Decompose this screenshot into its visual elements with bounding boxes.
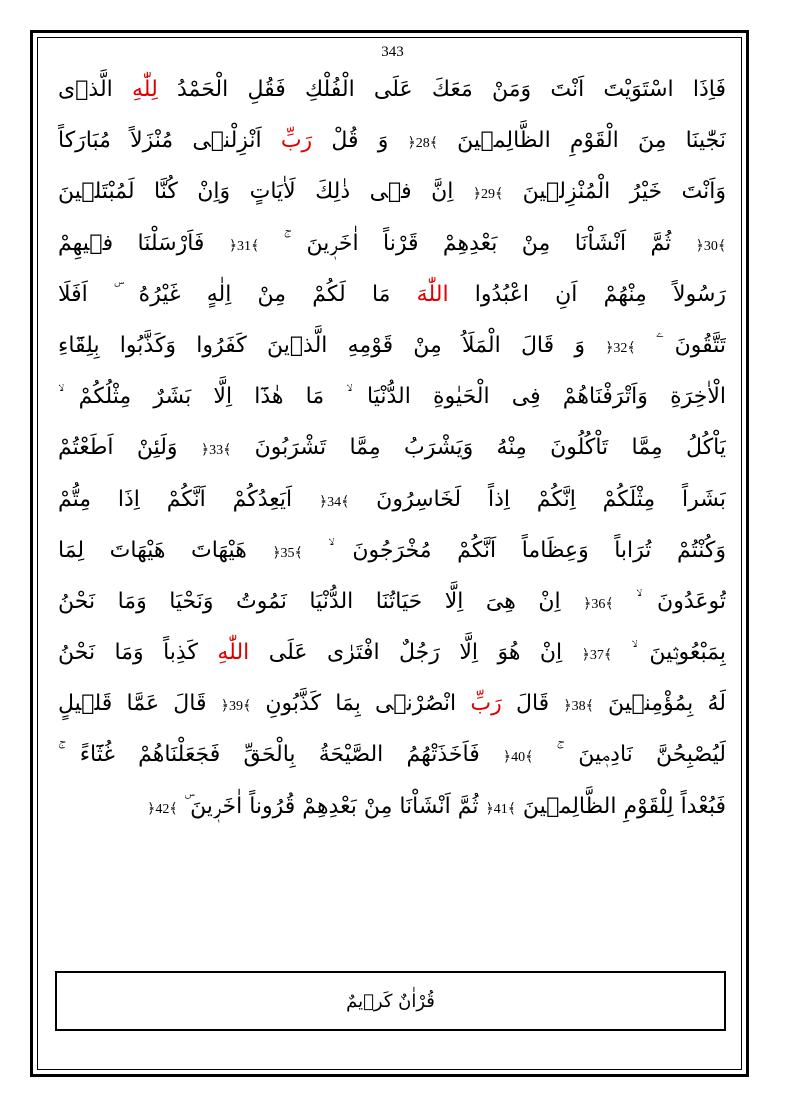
verse-number-marker: ﴿36﴾ <box>583 596 614 612</box>
verse-text: نَجّٰينَا مِنَ الْقَوْمِ الظَّالِمٖينَ <box>437 128 726 154</box>
verse-text: فَاَخَذَتْهُمُ الصَّيْحَةُ بِالْحَقِّ فَجَعَلْنَاهُمْ غُثَٓاءً <box>58 742 503 768</box>
text-line <box>58 166 726 217</box>
verse-text: الْاٰخِرَةِ وَاَتْرَفْنَاهُمْ فِى الْحَيٰوةِ الدُّنْيَا <box>346 384 726 410</box>
verse-text: فَاِذَا اسْتَوَيْتَ اَنْتَ وَمَنْ مَعَكَ عَلَى الْفُلْكِ فَقُلِ الْحَمْدُ <box>157 77 726 102</box>
verse-text: لَهُ بِمُؤْمِنٖينَ <box>593 691 726 717</box>
verse-number-marker: ﴿28﴾ <box>407 136 438 152</box>
text-line <box>58 422 726 473</box>
highlighted-word: لِلّٰهِ <box>131 77 158 102</box>
verse-text: هَيْهَاتَ هَيْهَاتَ لِمَا <box>58 537 273 563</box>
text-line <box>58 627 726 678</box>
verse-number-marker: ﴿31﴾ <box>228 238 260 254</box>
verse-text: وَ قَالَ الْمَلَاُ مِنْ قَوْمِهِ الَّذٖينَ كَفَرُوا وَكَذَّبُوا بِلِقَٓاءِ <box>58 332 606 358</box>
verse-text: انْصُرْنٖى بِمَا كَذَّبُونِ <box>251 691 471 717</box>
text-line <box>58 115 726 166</box>
highlighted-word: اللّٰهِ <box>217 640 250 666</box>
verse-text: تُوعَدُونَ <box>636 588 726 614</box>
verse-text: فَبُعْداً لِلْقَوْمِ الظَّالِمٖينَ <box>515 793 726 819</box>
verse-number-marker: ﴿34﴾ <box>318 494 350 510</box>
text-line <box>58 576 726 627</box>
verse-text: فَاَرْسَلْنَا فٖيهِمْ <box>58 230 229 256</box>
verse-text <box>636 333 656 358</box>
verse-number-marker: ﴿35﴾ <box>272 545 303 561</box>
highlighted-word: رَبِّ <box>470 691 502 717</box>
verse-number-marker: ﴿39﴾ <box>220 699 252 715</box>
verse-number-marker: ﴿38﴾ <box>563 699 594 715</box>
verse-text: وَ قُلْ <box>312 128 408 154</box>
verse-text <box>259 231 283 256</box>
text-line <box>58 525 726 576</box>
verse-text: اِنْ هُوَ اِلَّا رَجُلٌ افْتَرٰى عَلَى <box>249 640 582 666</box>
verse-text: الَّذٖى <box>58 77 132 102</box>
text-line <box>58 218 726 269</box>
verse-number-marker: ﴿42﴾ <box>147 801 178 817</box>
verse-text: رَسُولاً مِنْهُمْ اَنِ اعْبُدُوا <box>448 281 726 307</box>
verse-text: اِنْ هِىَ اِلَّا حَيَاتُنَا الدُّنْيَا نَمُوتُ وَنَحْيَا وَمَا نَحْنُ <box>58 588 584 614</box>
verse-number-marker: ﴿29﴾ <box>472 187 504 203</box>
verse-text: وَاَنْتَ خَيْرُ الْمُنْزِلٖينَ <box>503 179 726 205</box>
text-line <box>58 269 726 320</box>
verse-text: مَا لَكُمْ مِنْ اِلٰهٍ غَيْرُهُ <box>113 281 417 307</box>
verse-text: اَنْزِلْنٖى مُنْزَلاً مُبَارَكاً <box>58 128 281 154</box>
verse-number-marker: ﴿30﴾ <box>695 238 726 254</box>
text-line <box>58 729 726 780</box>
verse-text: تَتَّقُونَ <box>655 332 726 358</box>
verse-text: بَشَراً مِثْلَكُمْ اِنَّكُمْ اِذاً لَخَاسِرُونَ <box>349 486 726 512</box>
text-line <box>58 474 726 525</box>
footer-box <box>55 971 726 1031</box>
verse-text <box>614 589 637 614</box>
verse-number-marker: ﴿40﴾ <box>502 750 534 766</box>
verse-text: اَفَلَا <box>58 281 114 307</box>
text-line <box>58 371 726 422</box>
quran-text-block <box>58 64 726 832</box>
verse-text <box>612 640 631 665</box>
verse-text: لَيُصْبِحُنَّ نَادِمٖينَ <box>556 742 726 768</box>
verse-number-marker: ﴿33﴾ <box>200 443 232 459</box>
verse-text: يَاْكُلُ مِمَّا تَاْكُلُونَ مِنْهُ وَيَشْرَبُ مِمَّا تَشْرَبُونَ <box>231 435 726 461</box>
verse-text: بِمَبْعُوثٖينَ <box>631 640 726 666</box>
text-line <box>58 678 726 729</box>
verse-text: اِنَّ فٖى ذٰلِكَ لَاٰيَاتٍ وَاِنْ كُنَّا لَمُبْتَلٖينَ <box>58 179 473 205</box>
verse-text: قَالَ <box>501 691 564 717</box>
page-number: 343 <box>381 44 404 60</box>
verse-text: قَالَ عَمَّا قَلٖيلٍ <box>58 691 221 717</box>
verse-text <box>303 538 329 563</box>
verse-text: وَكُنْتُمْ تُرَاباً وَعِظَاماً اَنَّكُمْ مُخْرَجُونَ <box>328 537 726 563</box>
highlighted-word: اللّٰهَ <box>416 281 449 307</box>
verse-text: اَيَعِدُكُمْ اَنَّكُمْ اِذَا مِتُّمْ <box>58 486 319 512</box>
verse-text <box>533 742 556 767</box>
highlighted-word: رَبِّ <box>280 128 313 154</box>
verse-text: وَلَئِنْ اَطَعْتُمْ <box>58 435 201 461</box>
verse-text <box>178 794 185 819</box>
verse-text: ثُمَّ اَنْشَاْنَا مِنْ بَعْدِهِمْ قُرُوناً اٰخَرٖينَ <box>184 793 486 819</box>
verse-number-marker: ﴿41﴾ <box>485 801 516 817</box>
text-line <box>58 320 726 371</box>
verse-text: كَذِباً وَمَا نَحْنُ <box>58 640 218 666</box>
verse-text: ثُمَّ اَنْشَاْنَا مِنْ بَعْدِهِمْ قَرْناً اٰخَرٖينَ <box>283 230 696 256</box>
verse-text: مَا هٰذَٓا اِلَّا بَشَرٌ مِثْلُكُمْ <box>58 384 347 410</box>
verse-number-marker: ﴿32﴾ <box>605 340 636 356</box>
text-line <box>58 781 726 832</box>
text-line <box>58 64 726 115</box>
verse-number-marker: ﴿37﴾ <box>581 648 613 664</box>
footer-title: قُرْاٰنٌ كَرٖيمٌ <box>346 990 435 1012</box>
